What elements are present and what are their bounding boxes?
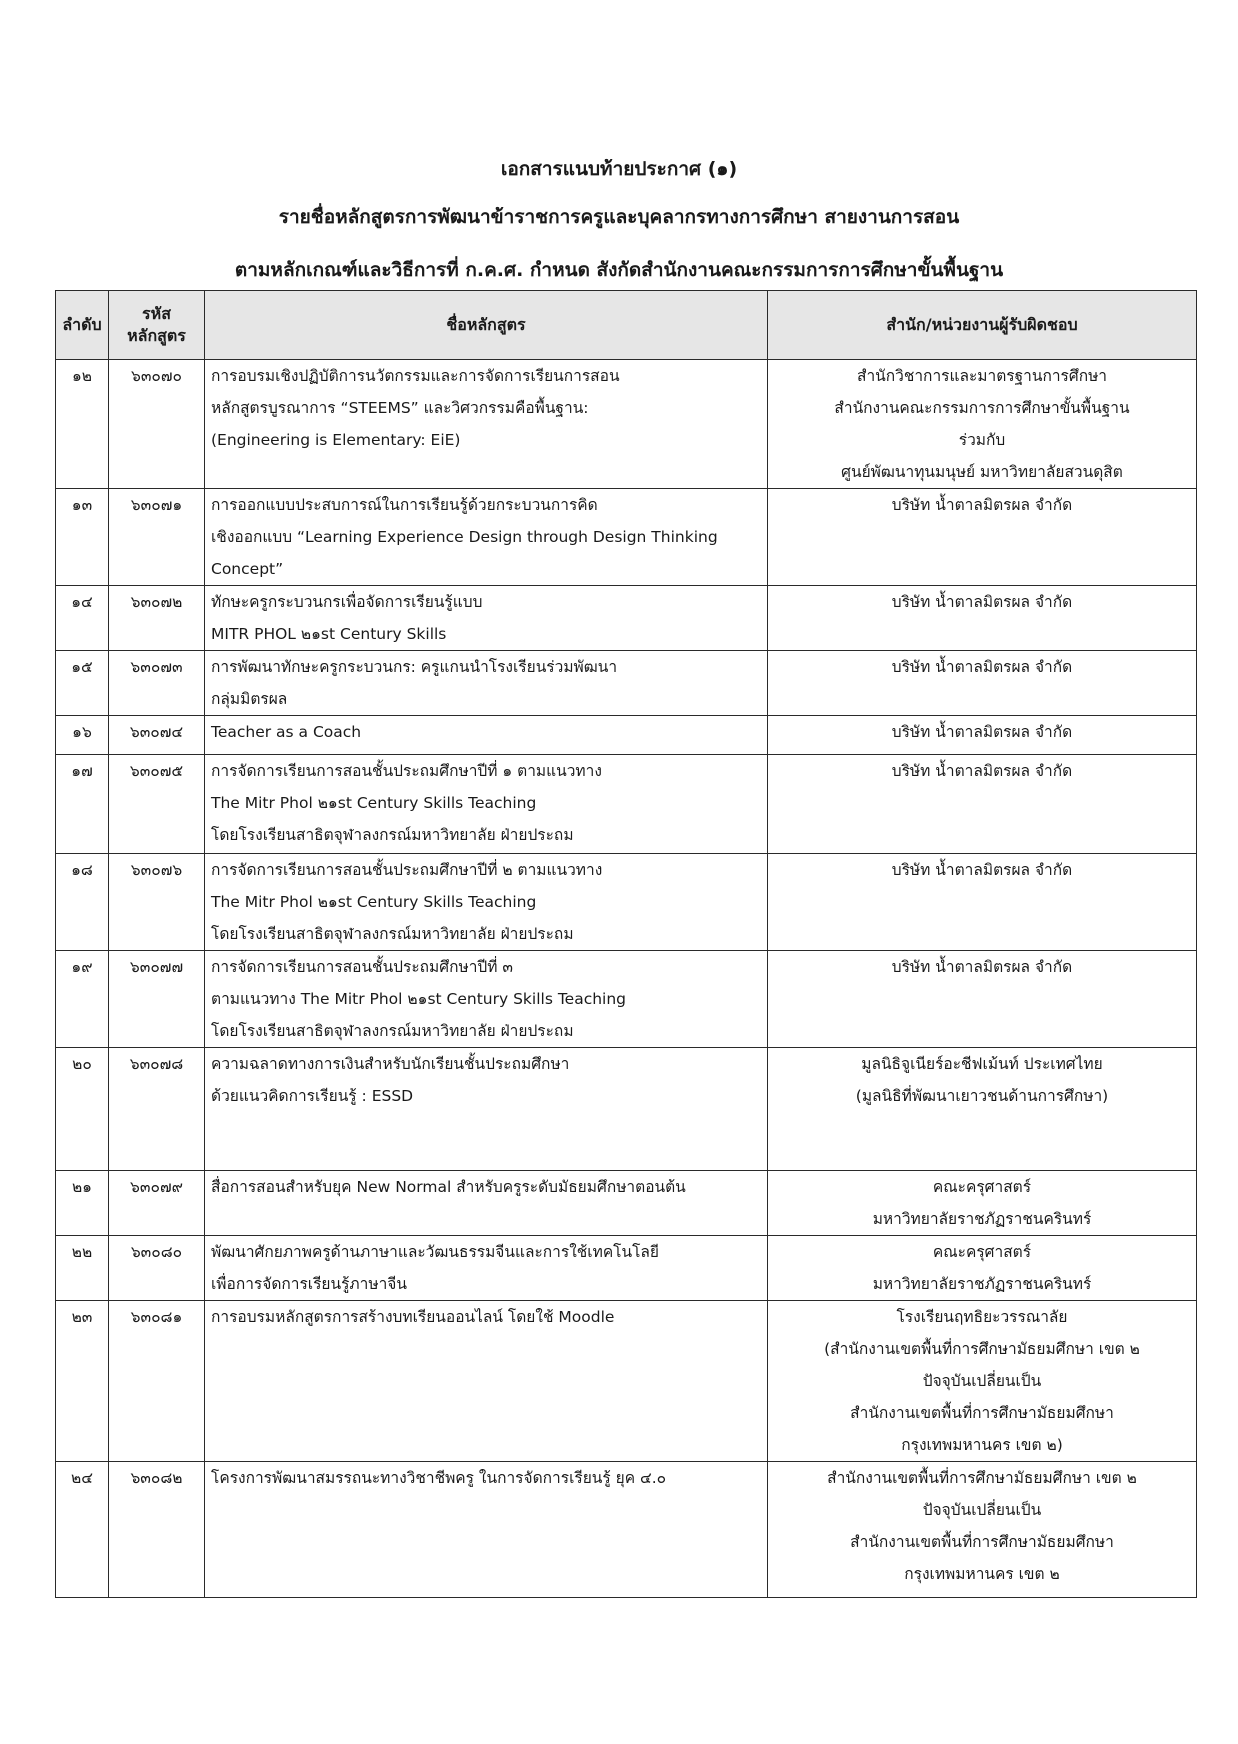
- cell-code: ๖๓๐๗๙: [109, 1171, 205, 1236]
- course-name-line: การพัฒนาทักษะครูกระบวนกร: ครูแกนนำโรงเรียนร่วมพัฒนา: [211, 658, 618, 676]
- cell-course-name: [205, 360, 768, 489]
- table-row: [56, 755, 1197, 854]
- table-row: [56, 716, 1197, 755]
- course-name-line: MITR PHOL ๒๑st Century Skills: [211, 625, 447, 643]
- course-name-line: พัฒนาศักยภาพครูด้านภาษาและวัฒนธรรมจีนและการใช้เทคโนโลยี: [211, 1243, 660, 1261]
- course-name-line: การจัดการเรียนการสอนชั้นประถมศึกษาปีที่ ๓: [211, 958, 513, 976]
- cell-course-name: [205, 755, 768, 854]
- course-name-line: (Engineering is Elementary: EiE): [211, 431, 461, 449]
- cell-course-name: [205, 586, 768, 651]
- course-name-line: การอบรมเชิงปฏิบัติการนวัตกรรมและการจัดการเรียนการสอน: [211, 367, 620, 385]
- organization-line: สำนักวิชาการและมาตรฐานการศึกษา: [856, 367, 1108, 385]
- column-header-code: รหัสหลักสูตร: [109, 291, 205, 360]
- table-row: [56, 489, 1197, 586]
- organization-line: (มูลนิธิที่พัฒนาเยาวชนด้านการศึกษา): [855, 1087, 1109, 1105]
- organization-line: มหาวิทยาลัยราชภัฏราชนครินทร์: [872, 1210, 1092, 1228]
- cell-organization: [768, 1048, 1197, 1171]
- course-name-line: The Mitr Phol ๒๑st Century Skills Teaching: [211, 794, 537, 812]
- cell-organization: [768, 360, 1197, 489]
- organization-line: คณะครุศาสตร์: [932, 1178, 1032, 1196]
- course-name-line: ทักษะครูกระบวนกรเพื่อจัดการเรียนรู้แบบ: [211, 593, 483, 611]
- organization-line: คณะครุศาสตร์: [932, 1243, 1032, 1261]
- course-name-line: The Mitr Phol ๒๑st Century Skills Teaching: [211, 893, 537, 911]
- cell-no: ๑๓: [56, 489, 109, 586]
- table-row: [56, 854, 1197, 951]
- course-name-line: Teacher as a Coach: [211, 723, 362, 741]
- organization-line: สำนักงานเขตพื้นที่การศึกษามัธยมศึกษา: [850, 1404, 1114, 1422]
- course-name-line: หลักสูตรบูรณาการ “STEEMS” และวิศวกรรมคือพื้นฐาน:: [211, 399, 589, 417]
- organization-line: สำนักงานคณะกรรมการการศึกษาขั้นพื้นฐาน: [834, 399, 1130, 417]
- organization-line: บริษัท น้ำตาลมิตรผล จำกัด: [891, 861, 1073, 879]
- course-table: [55, 290, 1197, 1598]
- organization-line: ศูนย์พัฒนาทุนมนุษย์ มหาวิทยาลัยสวนดุสิต: [841, 463, 1123, 481]
- column-header-no: ลำดับ: [56, 291, 109, 360]
- cell-organization: [768, 1236, 1197, 1301]
- table-header-row: [56, 291, 1197, 360]
- cell-no: ๒๔: [56, 1462, 109, 1598]
- document-subtitle: รายชื่อหลักสูตรการพัฒนาข้าราชการครูและบุคลากรทางการศึกษา สายงานการสอน: [278, 206, 960, 228]
- cell-course-name: [205, 854, 768, 951]
- organization-line: (สำนักงานเขตพื้นที่การศึกษามัธยมศึกษา เขต ๒: [824, 1340, 1140, 1358]
- cell-code: ๖๓๐๘๒: [109, 1462, 205, 1598]
- cell-organization: [768, 755, 1197, 854]
- organization-line: กรุงเทพมหานคร เขต ๒): [901, 1436, 1063, 1454]
- course-name-line: กลุ่มมิตรผล: [211, 690, 288, 708]
- cell-no: ๒๓: [56, 1301, 109, 1462]
- table-row: [56, 951, 1197, 1048]
- cell-course-name: [205, 1048, 768, 1171]
- table-row: [56, 360, 1197, 489]
- organization-line: ปัจจุบันเปลี่ยนเป็น: [922, 1372, 1042, 1390]
- cell-no: ๒๒: [56, 1236, 109, 1301]
- cell-code: ๖๓๐๗๑: [109, 489, 205, 586]
- cell-code: ๖๓๐๗๖: [109, 854, 205, 951]
- organization-line: บริษัท น้ำตาลมิตรผล จำกัด: [891, 658, 1073, 676]
- cell-code: ๖๓๐๗๐: [109, 360, 205, 489]
- organization-line: บริษัท น้ำตาลมิตรผล จำกัด: [891, 496, 1073, 514]
- cell-code: ๖๓๐๗๕: [109, 755, 205, 854]
- cell-no: ๒๑: [56, 1171, 109, 1236]
- cell-no: ๑๘: [56, 854, 109, 951]
- column-header-name: ชื่อหลักสูตร: [205, 291, 768, 360]
- cell-code: ๖๓๐๘๐: [109, 1236, 205, 1301]
- cell-organization: [768, 1462, 1197, 1598]
- cell-organization: [768, 1171, 1197, 1236]
- course-name-line: การจัดการเรียนการสอนชั้นประถมศึกษาปีที่ ๒ ตามแนวทาง: [211, 861, 603, 879]
- cell-course-name: [205, 651, 768, 716]
- organization-line: มูลนิธิจูเนียร์อะชีฟเม้นท์ ประเทศไทย: [861, 1055, 1103, 1073]
- cell-no: ๑๗: [56, 755, 109, 854]
- table-row: [56, 586, 1197, 651]
- cell-organization: [768, 651, 1197, 716]
- course-name-line: โดยโรงเรียนสาธิตจุฬาลงกรณ์มหาวิทยาลัย ฝ่ายประถม: [211, 1022, 574, 1040]
- cell-organization: [768, 586, 1197, 651]
- course-name-line: การอบรมหลักสูตรการสร้างบทเรียนออนไลน์ โดยใช้ Moodle: [211, 1308, 615, 1326]
- cell-course-name: [205, 489, 768, 586]
- cell-code: ๖๓๐๗๒: [109, 586, 205, 651]
- cell-code: ๖๓๐๗๔: [109, 716, 205, 755]
- organization-line: ร่วมกับ: [958, 431, 1006, 449]
- course-name-line: ความฉลาดทางการเงินสำหรับนักเรียนชั้นประถมศึกษา: [211, 1055, 570, 1073]
- organization-line: โรงเรียนฤทธิยะวรรณาลัย: [896, 1308, 1068, 1326]
- cell-course-name: [205, 1171, 768, 1236]
- cell-no: ๒๐: [56, 1048, 109, 1171]
- cell-organization: [768, 854, 1197, 951]
- cell-course-name: [205, 1462, 768, 1598]
- document-title: เอกสารแนบท้ายประกาศ (๑): [500, 158, 738, 180]
- organization-line: บริษัท น้ำตาลมิตรผล จำกัด: [891, 762, 1073, 780]
- table-row: [56, 651, 1197, 716]
- table-row: [56, 1171, 1197, 1236]
- course-name-line: เพื่อการจัดการเรียนรู้ภาษาจีน: [211, 1275, 407, 1293]
- course-name-line: การจัดการเรียนการสอนชั้นประถมศึกษาปีที่ ๑ ตามแนวทาง: [211, 762, 602, 780]
- table-body: [56, 360, 1197, 1598]
- organization-line: ปัจจุบันเปลี่ยนเป็น: [922, 1501, 1042, 1519]
- cell-code: ๖๓๐๗๘: [109, 1048, 205, 1171]
- cell-course-name: [205, 951, 768, 1048]
- table-row: [56, 1236, 1197, 1301]
- cell-no: ๑๙: [56, 951, 109, 1048]
- course-name-line: การออกแบบประสบการณ์ในการเรียนรู้ด้วยกระบวนการคิด: [211, 496, 598, 514]
- course-name-line: โครงการพัฒนาสมรรถนะทางวิชาชีพครู ในการจัดการเรียนรู้ ยุค ๔.๐: [211, 1469, 667, 1487]
- course-name-line: สื่อการสอนสำหรับยุค New Normal สำหรับครูระดับมัธยมศึกษาตอนต้น: [211, 1178, 686, 1196]
- cell-code: ๖๓๐๘๑: [109, 1301, 205, 1462]
- course-name-line: ด้วยแนวคิดการเรียนรู้ : ESSD: [211, 1087, 414, 1105]
- cell-course-name: [205, 1301, 768, 1462]
- cell-code: ๖๓๐๗๗: [109, 951, 205, 1048]
- cell-code: ๖๓๐๗๓: [109, 651, 205, 716]
- cell-no: ๑๔: [56, 586, 109, 651]
- column-header-org: สำนัก/หน่วยงานผู้รับผิดชอบ: [768, 291, 1197, 360]
- organization-line: บริษัท น้ำตาลมิตรผล จำกัด: [891, 958, 1073, 976]
- course-name-line: โดยโรงเรียนสาธิตจุฬาลงกรณ์มหาวิทยาลัย ฝ่ายประถม: [211, 826, 574, 844]
- cell-course-name: [205, 1236, 768, 1301]
- cell-course-name: [205, 716, 768, 755]
- organization-line: บริษัท น้ำตาลมิตรผล จำกัด: [891, 593, 1073, 611]
- organization-line: บริษัท น้ำตาลมิตรผล จำกัด: [891, 723, 1073, 741]
- cell-organization: [768, 489, 1197, 586]
- cell-organization: [768, 1301, 1197, 1462]
- course-name-line: โดยโรงเรียนสาธิตจุฬาลงกรณ์มหาวิทยาลัย ฝ่ายประถม: [211, 925, 574, 943]
- organization-line: กรุงเทพมหานคร เขต ๒: [904, 1565, 1060, 1583]
- cell-no: ๑๒: [56, 360, 109, 489]
- table-row: [56, 1301, 1197, 1462]
- table-row: [56, 1048, 1197, 1171]
- table-row: [56, 1462, 1197, 1598]
- course-name-line: Concept”: [211, 560, 284, 578]
- organization-line: มหาวิทยาลัยราชภัฏราชนครินทร์: [872, 1275, 1092, 1293]
- cell-organization: [768, 716, 1197, 755]
- course-name-line: ตามแนวทาง The Mitr Phol ๒๑st Century Skills Teaching: [211, 990, 627, 1008]
- organization-line: สำนักงานเขตพื้นที่การศึกษามัธยมศึกษา: [850, 1533, 1114, 1551]
- cell-no: ๑๖: [56, 716, 109, 755]
- course-name-line: เชิงออกแบบ “Learning Experience Design through Design Thinking: [211, 528, 718, 546]
- document-subtitle-2: ตามหลักเกณฑ์และวิธีการที่ ก.ค.ศ. กำหนด สังกัดสำนักงานคณะกรรมการการศึกษาขั้นพื้นฐาน: [234, 259, 1004, 281]
- organization-line: สำนักงานเขตพื้นที่การศึกษามัธยมศึกษา เขต ๒: [827, 1469, 1137, 1487]
- cell-organization: [768, 951, 1197, 1048]
- cell-no: ๑๕: [56, 651, 109, 716]
